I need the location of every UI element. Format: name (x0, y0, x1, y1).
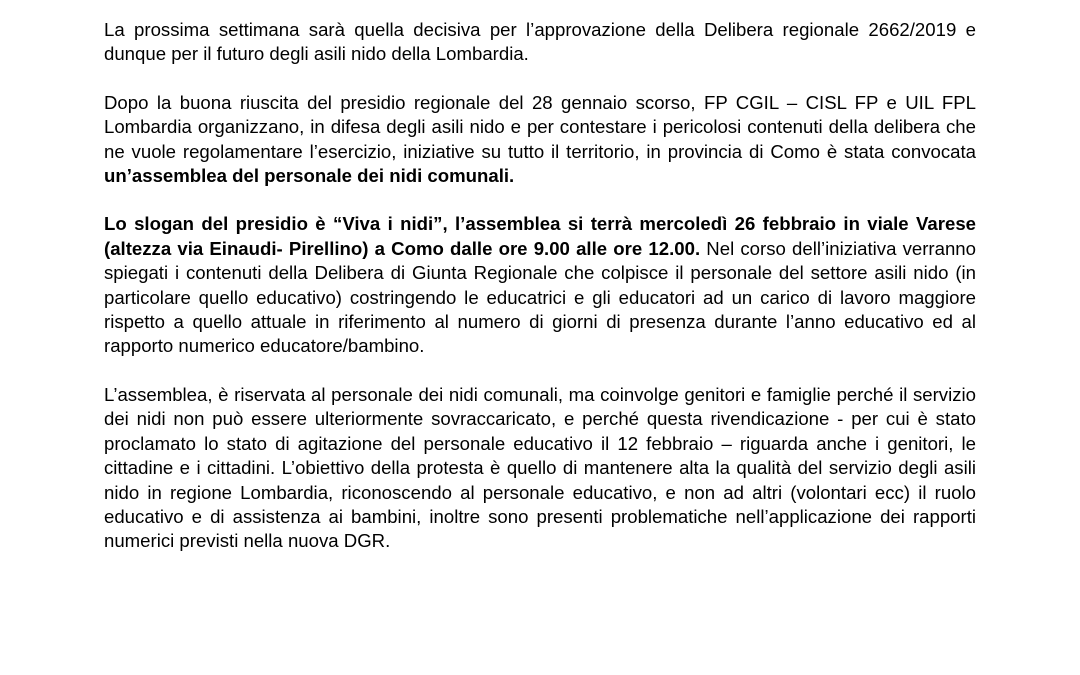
paragraph-bold-text: Lo slogan del presidio è “Viva i nidi”, l’assemblea si terrà mercoledì 26 febbraio in viale Varese (altezza via Einaudi- Pirellino) a Como dalle ore 9.00 alle ore 12.00. (104, 213, 976, 259)
paragraph-slogan (104, 212, 976, 358)
paragraph-text: Nel corso dell’iniziativa verranno spiegati i contenuti della Delibera di Giunta Regionale che colpisce il personale del settore asili nido (in particolare quello educativo) costringendo le educatrici e gli educatori ad un carico di lavoro maggiore rispetto a quello attuale in riferimento al numero di giorni di presenza durante l’anno educativo ed al rapporto numerico educatore/bambino. (104, 237, 976, 357)
paragraph-bold-text: un’assemblea del personale dei nidi comunali. (104, 165, 515, 187)
paragraph-text: Dopo la buona riuscita del presidio regionale del 28 gennaio scorso, FP CGIL – CISL FP e UIL FPL Lombardia organizzano, in difesa degli asili nido e per contestare i pericolosi contenuti della delibera che ne vuole regolamentare l’esercizio, iniziative su tutto il territorio, in provincia di Como è stata convocata (104, 91, 976, 162)
document-page (104, 18, 976, 578)
paragraph-presidio (104, 91, 976, 189)
paragraph-text: La prossima settimana sarà quella decisiva per l’approvazione della Delibera regionale 2662/2019 e dunque per il futuro degli asili nido della Lombardia. (104, 19, 976, 65)
paragraph-intro (104, 18, 976, 67)
paragraph-text: L’assemblea, è riservata al personale dei nidi comunali, ma coinvolge genitori e famiglie perché il servizio dei nidi non può essere ulteriormente sovraccaricato, e perché questa rivendicazione - per cui è stato proclamato lo stato di agitazione del personale educativo il 12 febbraio – riguarda anche i genitori, le cittadine e i cittadini. L’obiettivo della protesta è quello di mantenere alta la qualità del servizio degli asili nido in regione Lombardia, riconoscendo al personale educativo, e non ad altri (volontari ecc) il ruolo educativo e di assistenza ai bambini, inoltre sono presenti problematiche nell’applicazione dei rapporti numerici previsti nella nuova DGR. (104, 383, 976, 552)
paragraph-assemblea (104, 383, 976, 554)
